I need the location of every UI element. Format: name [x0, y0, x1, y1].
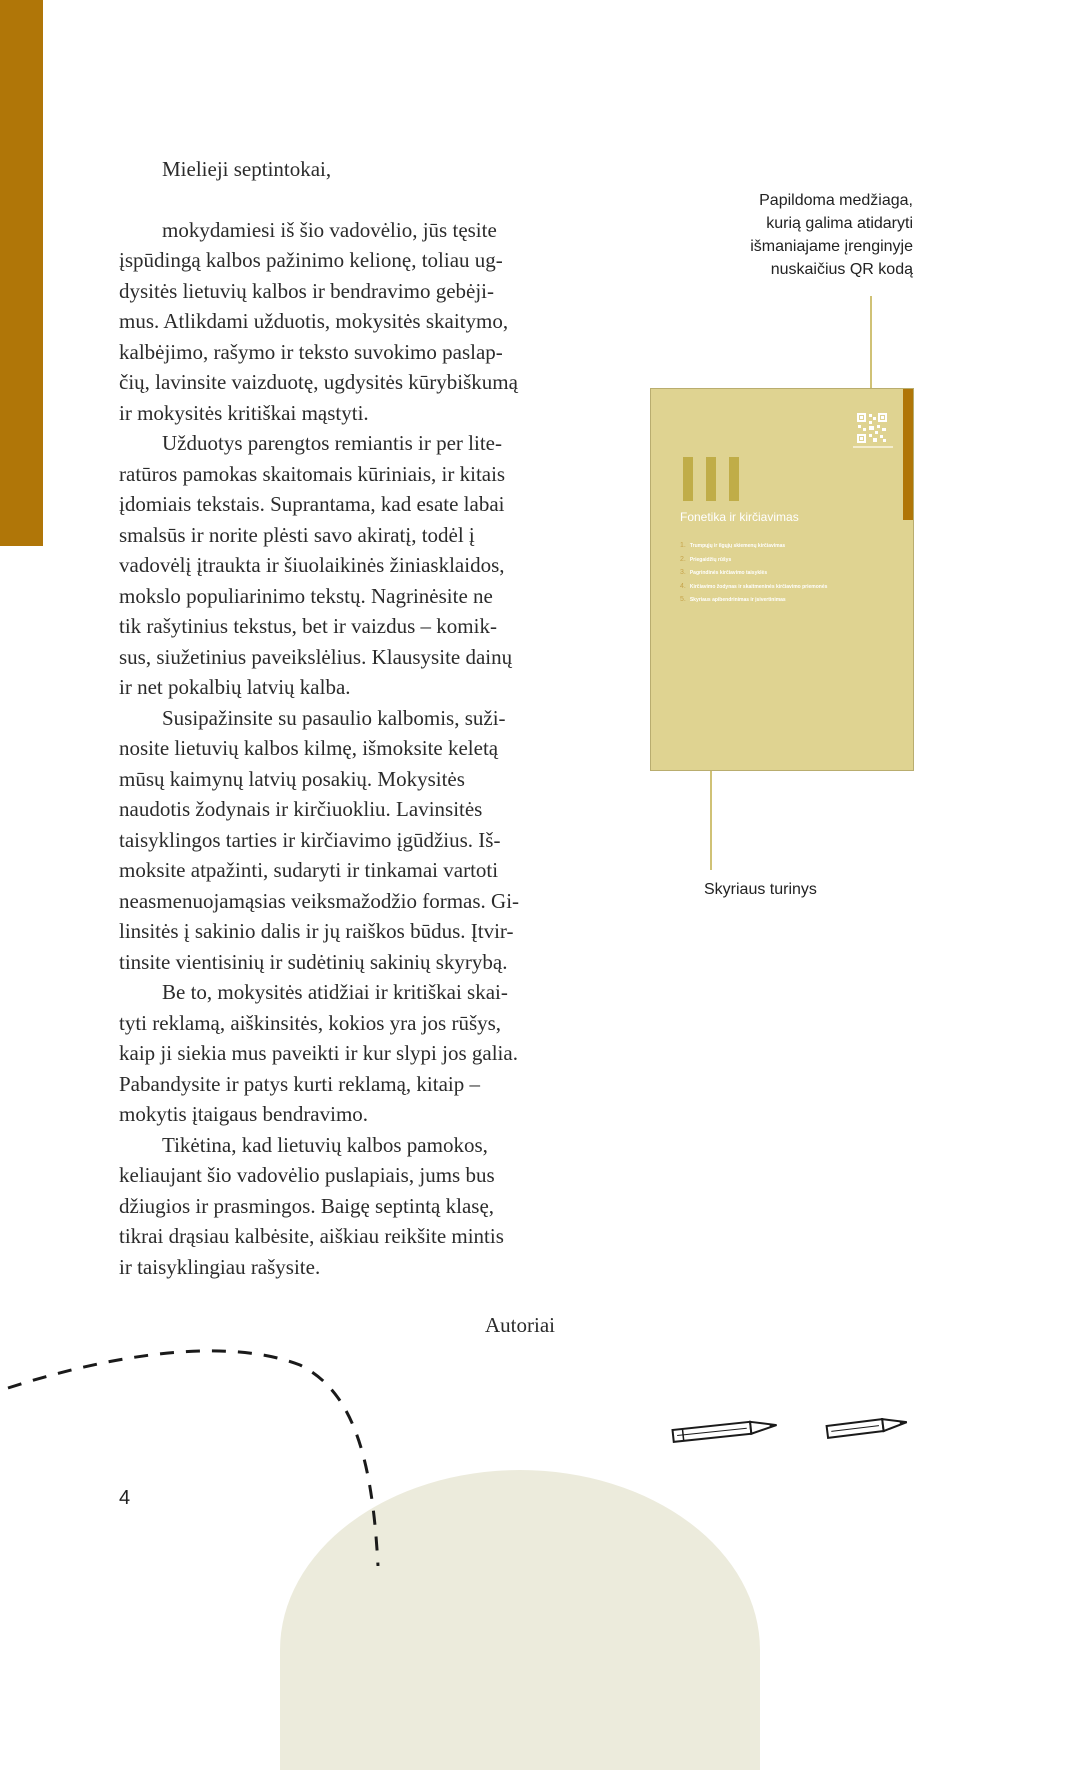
text-line: ratūros pamokas skaitomais kūriniais, ir kitais: [119, 461, 506, 486]
text-line: nosite lietuvių kalbos kilmę, išmoksite keletą: [119, 736, 499, 760]
item-label: Kirčiavimo žodynas ir skaitmeninės kirčiavimo priemonės: [689, 583, 828, 590]
text-line: sus, siužetinius paveikslėlius. Klausysite dainų: [119, 644, 513, 669]
chapter-numeral: [683, 457, 752, 501]
item-number: 1.: [680, 542, 686, 549]
text-line: mokslo populiarinimo tekstų. Nagrinėsite ne: [119, 583, 493, 608]
qr-note-line: išmaniajame įrenginyje: [750, 238, 913, 255]
paragraph: [119, 703, 559, 978]
text-line: linsitės į sakinio dalis ir jų raiškos būdus. Įtvir-: [119, 919, 514, 943]
letter-body: [119, 154, 559, 1282]
text-line: kalbėjimo, rašymo ir teksto suvokimo paslap-: [119, 339, 503, 364]
paragraph: [119, 428, 559, 703]
text-line: mokydamiesi iš šio vadovėlio, jūs tęsite: [162, 217, 497, 242]
contents-item: [680, 556, 827, 570]
pencil-icon: [673, 1419, 778, 1442]
text-line: ir net pokalbių latvių kalba.: [119, 675, 351, 699]
text-line: čių, lavinsite vaizduotę, ugdysitės kūrybiškumą: [119, 370, 518, 394]
text-line: dysitės lietuvių kalbos ir bendravimo gebėji-: [119, 278, 495, 303]
qr-note-line: Papildoma medžiaga,: [759, 192, 913, 209]
qr-note: [693, 189, 913, 281]
text-line: džiugios ir prasmingos. Baigę septintą klasę,: [119, 1193, 495, 1218]
text-line: tyti reklamą, aiškinsitės, kokios yra jos rūšys,: [119, 1010, 502, 1035]
item-number: 3.: [680, 569, 686, 576]
text-line: Užduotys parengtos remiantis ir per lite-: [162, 431, 502, 455]
signature: Autoriai: [485, 1313, 555, 1337]
text-line: ir taisyklingiau rašysite.: [119, 1254, 321, 1279]
text-line: mokytis įtaigaus bendravimo.: [119, 1102, 369, 1126]
numeral-stroke: [729, 457, 739, 501]
item-label: Trumpųjų ir ilgųjų skiemenų kirčiavimas: [689, 543, 786, 549]
text-line: Pabandysite ir patys kurti reklamą, kitaip –: [119, 1071, 480, 1096]
greeting: Mielieji septintokai,: [162, 157, 332, 181]
text-line: neasmenuojamąsias veiksmažodžio formas. Gi-: [119, 888, 520, 913]
item-label: Priegaidžių rūšys: [689, 556, 732, 563]
pencil-icon: [827, 1416, 908, 1438]
qr-note-line: kurią galima atidaryti: [766, 215, 913, 232]
item-number: 4.: [680, 582, 686, 590]
text-line: moksite atpažinti, sudaryti ir tinkamai vartoti: [119, 858, 499, 882]
page-number: 4: [119, 1487, 131, 1509]
qr-code-icon: [857, 413, 887, 443]
text-line: vadovėlį įtraukta ir šiuolaikinės žiniasklaidos,: [119, 553, 505, 577]
item-number: 5.: [680, 596, 686, 603]
text-line: įdomiais tekstais. Suprantama, kad esate labai: [119, 492, 505, 516]
contents-note: Skyriaus turinys: [704, 881, 817, 898]
text-line: keliaujant šio vadovėlio puslapiais, jums bus: [119, 1163, 495, 1187]
text-line: ir mokysitės kritiškai mąstyti.: [119, 400, 369, 425]
contents-item: [680, 583, 827, 597]
chapter-contents: [680, 542, 827, 610]
contents-item: [680, 569, 827, 583]
text-line: tik rašytinius tekstus, bet ir vaizdus – komik-: [119, 614, 497, 638]
text-line: taisyklingos tarties ir kirčiavimo įgūdžius. Iš-: [119, 827, 501, 852]
text-line: mūsų kaimynų latvių posakių. Mokysitės: [119, 766, 465, 791]
text-line: Susipažinsite su pasaulio kalbomis, suži-: [162, 705, 506, 730]
text-line: tikrai drąsiau kalbėsite, aiškiau reikšite mintis: [119, 1224, 504, 1248]
chapter-preview: [650, 388, 914, 771]
item-number: 2.: [680, 555, 686, 563]
text-line: kaip ji siekia mus paveikti ir kur slypi jos galia.: [119, 1041, 518, 1065]
text-line: smalsūs ir norite plėsti savo akiratį, todėl į: [119, 522, 475, 547]
numeral-stroke: [683, 457, 693, 501]
item-label: Pagrindinės kirčiavimo taisyklės: [689, 570, 768, 576]
text-line: tinsite vientisinių ir sudėtinių sakinių skyrybą.: [119, 949, 508, 974]
numeral-stroke: [706, 457, 716, 501]
qr-caption-line: [853, 446, 893, 448]
paragraph: [119, 977, 559, 1130]
text-line: Be to, mokysitės atidžiai ir kritiškai skai-: [162, 980, 508, 1004]
qr-note-line: nuskaičius QR kodą: [770, 261, 913, 278]
chapter-tab: [903, 389, 913, 520]
chapter-title: Fonetika ir kirčiavimas: [680, 510, 799, 524]
text-line: Tikėtina, kad lietuvių kalbos pamokos,: [162, 1132, 488, 1157]
dashed-curve: [8, 1351, 378, 1566]
paragraph: [119, 215, 559, 429]
text-line: įspūdingą kalbos pažinimo kelionę, toliau ug-: [119, 248, 503, 272]
text-line: mus. Atlikdami užduotis, mokysitės skaitymo,: [119, 309, 509, 333]
text-line: naudotis žodynais ir kirčiuokliu. Lavinsitės: [119, 797, 483, 821]
contents-item: [680, 596, 827, 610]
item-label: Skyriaus apibendrinimas ir įsivertinimas: [689, 597, 786, 603]
paragraph: [119, 1130, 559, 1283]
contents-item: [680, 542, 827, 556]
